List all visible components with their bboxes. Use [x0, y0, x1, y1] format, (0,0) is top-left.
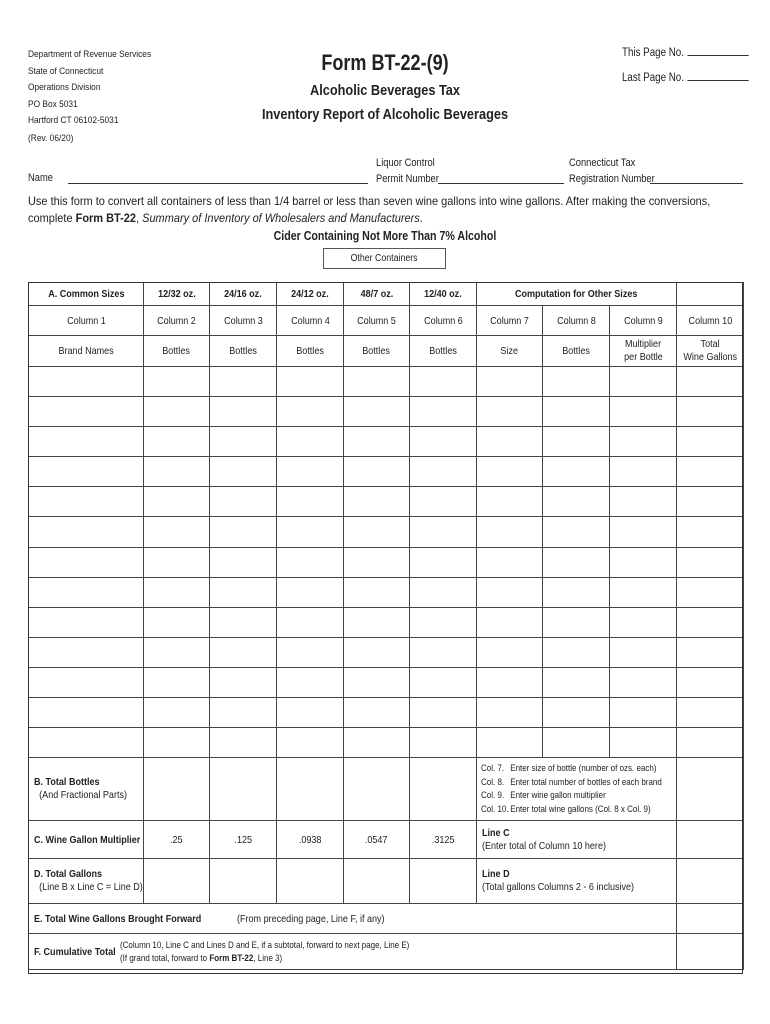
table-row	[29, 397, 744, 427]
entry-cell[interactable]	[410, 607, 477, 637]
column-header: Column 5	[344, 306, 410, 336]
entry-cell[interactable]	[210, 667, 277, 697]
instructions-end: .	[419, 211, 423, 225]
entry-cell[interactable]	[543, 637, 610, 667]
table-row	[29, 457, 744, 487]
size-header: 12/32 oz.	[144, 283, 210, 306]
subheader: Bottles	[277, 336, 344, 367]
entry-cell[interactable]	[677, 487, 744, 517]
line-c-label: Line C (Enter total of Column 10 here)	[477, 821, 677, 859]
entry-cell[interactable]	[277, 397, 344, 427]
entry-cell[interactable]	[144, 367, 210, 397]
permit-number-input[interactable]	[438, 183, 564, 184]
entry-cell[interactable]	[144, 728, 210, 758]
entry-cell[interactable]	[144, 427, 210, 457]
entry-cell[interactable]	[677, 667, 744, 697]
column-header: Column 9	[610, 306, 677, 336]
form-subtitle-2: Inventory Report of Alcoholic Beverages	[261, 106, 509, 123]
entry-cell[interactable]	[210, 698, 277, 728]
entry-cell[interactable]	[210, 367, 277, 397]
entry-cell[interactable]	[144, 607, 210, 637]
entry-cell[interactable]	[144, 547, 210, 577]
entry-cell[interactable]	[277, 547, 344, 577]
column-number-row	[29, 306, 744, 336]
entry-cell[interactable]	[477, 517, 543, 547]
line-f-input[interactable]	[677, 934, 744, 970]
entry-cell[interactable]	[344, 667, 410, 697]
entry-cell[interactable]	[543, 667, 610, 697]
agency-line: State of Connecticut	[28, 65, 104, 77]
total-gallons-cell[interactable]	[144, 859, 210, 904]
entry-cell[interactable]	[344, 577, 410, 607]
entry-cell[interactable]	[277, 427, 344, 457]
entry-cell[interactable]	[410, 427, 477, 457]
line-d-label: Line D (Total gallons Columns 2 - 6 inclusive)	[477, 859, 677, 904]
entry-cell[interactable]	[344, 427, 410, 457]
instructions	[28, 193, 742, 227]
entry-cell[interactable]	[677, 427, 744, 457]
sizes-row	[29, 283, 744, 306]
inventory-table	[28, 282, 744, 970]
cumulative-note-1: (Column 10, Line C and Lines D and E, if a subtotal, forward to next page, Line E)	[120, 940, 410, 951]
entry-cell[interactable]	[410, 637, 477, 667]
registration-number-label: Registration Number	[569, 173, 655, 185]
entry-cell[interactable]	[477, 457, 543, 487]
entry-cell[interactable]	[29, 487, 144, 517]
agency-line: Department of Revenue Services	[28, 49, 152, 60]
total-bottles-cell[interactable]	[144, 758, 210, 821]
entry-cell[interactable]	[344, 397, 410, 427]
table-row	[29, 577, 744, 607]
subheader: Bottles	[210, 336, 277, 367]
multiplier-value: .0547	[344, 821, 410, 859]
entry-cell[interactable]	[477, 367, 543, 397]
entry-cell[interactable]	[277, 637, 344, 667]
column-header: Column 4	[277, 306, 344, 336]
permit-number-label: Permit Number	[376, 173, 439, 185]
entry-cell[interactable]	[29, 427, 144, 457]
table-row	[29, 517, 744, 547]
entry-cell[interactable]	[610, 457, 677, 487]
column-header: Column 3	[210, 306, 277, 336]
entry-cell[interactable]	[410, 728, 477, 758]
cider-heading: Cider Containing Not More Than 7% Alcohol	[273, 229, 497, 243]
form-reference: Form BT-22	[75, 211, 137, 225]
entry-cell[interactable]	[29, 577, 144, 607]
entry-cell[interactable]	[210, 728, 277, 758]
entry-cell[interactable]	[29, 457, 144, 487]
multiplier-value: .125	[210, 821, 277, 859]
name-input[interactable]	[68, 183, 368, 184]
entry-cell[interactable]	[144, 698, 210, 728]
entry-cell[interactable]	[344, 607, 410, 637]
entry-cell[interactable]	[410, 487, 477, 517]
other-containers-label: Other Containers	[350, 253, 419, 264]
entry-cell[interactable]	[543, 547, 610, 577]
agency-line: Hartford CT 06102-5031	[28, 115, 119, 126]
table-row	[29, 367, 744, 397]
total-gallons-row	[29, 859, 744, 904]
entry-cell[interactable]	[477, 397, 543, 427]
entry-cell[interactable]	[344, 487, 410, 517]
column-header: Column 10	[677, 306, 744, 336]
entry-cell[interactable]	[677, 637, 744, 667]
blank-header	[677, 283, 744, 306]
entry-cell[interactable]	[29, 367, 144, 397]
entry-cell[interactable]	[677, 547, 744, 577]
instructions-text: Use this form to convert all containers of less than 1/4 barrel or less than seven wine gallons into wine gallons. After making the conversions, complete	[28, 194, 711, 225]
entry-cell[interactable]	[210, 397, 277, 427]
size-header: 12/40 oz.	[410, 283, 477, 306]
cumulative-total-row	[29, 934, 744, 970]
entry-cell[interactable]	[210, 637, 277, 667]
data-rows	[29, 367, 744, 758]
entry-cell[interactable]	[477, 427, 543, 457]
subheader: Bottles	[410, 336, 477, 367]
entry-cell[interactable]	[29, 667, 144, 697]
multiplier-value: .25	[144, 821, 210, 859]
subheader: Multiplier per Bottle	[610, 336, 677, 367]
entry-cell[interactable]	[610, 397, 677, 427]
last-page-input[interactable]	[687, 80, 748, 81]
brought-forward-label: E. Total Wine Gallons Brought Forward (From preceding page, Line F, if any)	[29, 904, 677, 934]
other-containers-box	[323, 248, 446, 269]
entry-cell[interactable]	[543, 728, 610, 758]
entry-cell[interactable]	[610, 367, 677, 397]
entry-cell[interactable]	[277, 698, 344, 728]
table-row	[29, 427, 744, 457]
entry-cell[interactable]	[477, 728, 543, 758]
this-page-field[interactable]	[622, 47, 749, 59]
agency-address	[28, 47, 151, 130]
entry-cell[interactable]	[543, 397, 610, 427]
entry-cell[interactable]	[29, 698, 144, 728]
entry-cell[interactable]	[277, 728, 344, 758]
subheader: Brand Names	[29, 336, 144, 367]
entry-cell[interactable]	[410, 547, 477, 577]
size-header: 48/7 oz.	[344, 283, 410, 306]
entry-cell[interactable]	[29, 397, 144, 427]
computation-header: Computation for Other Sizes	[477, 283, 677, 306]
entry-cell[interactable]	[144, 577, 210, 607]
brought-forward-row	[29, 904, 744, 934]
entry-cell[interactable]	[477, 547, 543, 577]
column-header: Column 2	[144, 306, 210, 336]
multiplier-value: .0938	[277, 821, 344, 859]
entry-cell[interactable]	[677, 698, 744, 728]
agency-line: Operations Division	[28, 82, 101, 93]
size-header: 24/12 oz.	[277, 283, 344, 306]
entry-cell[interactable]	[29, 637, 144, 667]
liquor-control-label: Liquor Control	[376, 157, 435, 169]
entry-cell[interactable]	[277, 457, 344, 487]
total-bottles-row	[29, 758, 744, 821]
cumulative-total-label: F. Cumulative Total (Column 10, Line C and Lines D and E, if a subtotal, forward to next page, Line E) (If grand total, forward to Form BT-22, Line 3)	[29, 934, 677, 970]
column-header: Column 8	[543, 306, 610, 336]
entry-cell[interactable]	[477, 667, 543, 697]
total-gallons-cell[interactable]	[410, 859, 477, 904]
form-title: Form BT-22-(9)	[321, 50, 449, 75]
last-page-label: Last Page No.	[622, 72, 684, 84]
entry-cell[interactable]	[344, 367, 410, 397]
entry-cell[interactable]	[144, 457, 210, 487]
subheader: Size	[477, 336, 543, 367]
entry-cell[interactable]	[277, 607, 344, 637]
multiplier-value: .3125	[410, 821, 477, 859]
total-bottles-label: B. Total Bottles (And Fractional Parts)	[29, 758, 144, 821]
entry-cell[interactable]	[144, 517, 210, 547]
entry-cell[interactable]	[477, 607, 543, 637]
total-gallons-cell[interactable]	[344, 859, 410, 904]
entry-cell[interactable]	[344, 517, 410, 547]
entry-cell[interactable]	[543, 427, 610, 457]
entry-cell[interactable]	[344, 728, 410, 758]
entry-cell[interactable]	[344, 637, 410, 667]
entry-cell[interactable]	[144, 667, 210, 697]
entry-cell[interactable]	[277, 367, 344, 397]
this-page-input[interactable]	[687, 55, 748, 56]
table-row	[29, 637, 744, 667]
entry-cell[interactable]	[410, 367, 477, 397]
entry-cell[interactable]	[277, 487, 344, 517]
entry-cell[interactable]	[410, 397, 477, 427]
table-row	[29, 487, 744, 517]
section-a-header: A. Common Sizes	[29, 283, 144, 306]
entry-cell[interactable]	[344, 547, 410, 577]
entry-cell[interactable]	[610, 607, 677, 637]
entry-cell[interactable]	[610, 728, 677, 758]
entry-cell[interactable]	[144, 637, 210, 667]
multiplier-row	[29, 821, 744, 859]
entry-cell[interactable]	[543, 517, 610, 547]
entry-cell[interactable]	[677, 457, 744, 487]
multiplier-label: C. Wine Gallon Multiplier	[29, 821, 144, 859]
entry-cell[interactable]	[210, 487, 277, 517]
subheader: Bottles	[144, 336, 210, 367]
subheader: Bottles	[344, 336, 410, 367]
entry-cell[interactable]	[610, 698, 677, 728]
entry-cell[interactable]	[29, 547, 144, 577]
entry-cell[interactable]	[543, 698, 610, 728]
entry-cell[interactable]	[543, 577, 610, 607]
entry-cell[interactable]	[344, 698, 410, 728]
subheader-row	[29, 336, 744, 367]
agency-line: PO Box 5031	[28, 98, 78, 110]
entry-cell[interactable]	[210, 517, 277, 547]
entry-cell[interactable]	[477, 637, 543, 667]
form-subtitle: Alcoholic Beverages Tax	[310, 82, 460, 99]
entry-cell[interactable]	[477, 487, 543, 517]
table-row	[29, 547, 744, 577]
registration-number-input[interactable]	[650, 183, 743, 184]
cumulative-note-2: (If grand total, forward to Form BT-22, Line 3)	[120, 952, 283, 963]
entry-cell[interactable]	[277, 667, 344, 697]
entry-cell[interactable]	[610, 547, 677, 577]
subheader: Bottles	[543, 336, 610, 367]
entry-cell[interactable]	[677, 517, 744, 547]
entry-cell[interactable]	[477, 577, 543, 607]
line-e-input[interactable]	[677, 904, 744, 934]
this-page-label: This Page No.	[622, 47, 684, 59]
revision-date: (Rev. 06/20)	[28, 133, 74, 144]
table-row	[29, 667, 744, 697]
entry-cell[interactable]	[277, 577, 344, 607]
entry-cell[interactable]	[210, 427, 277, 457]
ct-tax-label: Connecticut Tax	[569, 157, 636, 169]
entry-cell[interactable]	[29, 728, 144, 758]
entry-cell[interactable]	[29, 607, 144, 637]
entry-cell[interactable]	[410, 667, 477, 697]
entry-cell[interactable]	[210, 607, 277, 637]
entry-cell[interactable]	[543, 487, 610, 517]
entry-cell[interactable]	[610, 637, 677, 667]
entry-cell[interactable]	[543, 367, 610, 397]
line-c-input[interactable]	[677, 821, 744, 859]
entry-cell[interactable]	[610, 577, 677, 607]
table-row	[29, 607, 744, 637]
entry-cell[interactable]	[410, 698, 477, 728]
entry-cell[interactable]	[210, 457, 277, 487]
entry-cell[interactable]	[277, 517, 344, 547]
entry-cell[interactable]	[144, 487, 210, 517]
entry-cell[interactable]	[344, 457, 410, 487]
instructions-sep: ,	[136, 211, 143, 225]
total-gallons-cell[interactable]	[277, 859, 344, 904]
total-bottles-cell[interactable]	[677, 758, 744, 821]
entry-cell[interactable]	[543, 457, 610, 487]
summary-reference: Summary of Inventory of Wholesalers and Manufacturers	[142, 211, 420, 225]
line-d-input[interactable]	[677, 859, 744, 904]
column-header: Column 6	[410, 306, 477, 336]
last-page-field[interactable]	[622, 72, 749, 84]
name-label: Name	[28, 172, 53, 184]
entry-cell[interactable]	[410, 577, 477, 607]
entry-cell[interactable]	[610, 487, 677, 517]
total-bottles-cell[interactable]	[210, 758, 277, 821]
entry-cell[interactable]	[677, 607, 744, 637]
entry-cell[interactable]	[677, 577, 744, 607]
size-header: 24/16 oz.	[210, 283, 277, 306]
entry-cell[interactable]	[677, 728, 744, 758]
entry-cell[interactable]	[610, 667, 677, 697]
total-bottles-cell[interactable]	[410, 758, 477, 821]
column-header: Column 7	[477, 306, 543, 336]
entry-cell[interactable]	[610, 427, 677, 457]
entry-cell[interactable]	[29, 517, 144, 547]
entry-cell[interactable]	[210, 547, 277, 577]
total-gallons-label: D. Total Gallons (Line B x Line C = Line D)	[29, 859, 144, 904]
entry-cell[interactable]	[210, 577, 277, 607]
total-bottles-cell[interactable]	[277, 758, 344, 821]
entry-cell[interactable]	[477, 698, 543, 728]
entry-cell[interactable]	[410, 457, 477, 487]
entry-cell[interactable]	[677, 367, 744, 397]
total-bottles-cell[interactable]	[344, 758, 410, 821]
entry-cell[interactable]	[543, 607, 610, 637]
table-row	[29, 698, 744, 728]
entry-cell[interactable]	[677, 397, 744, 427]
entry-cell[interactable]	[610, 517, 677, 547]
column-notes: Col. 7. Enter size of bottle (number of ozs. each) Col. 8. Enter total number of bottles of each brand Col. 9. Enter wine gallon multiplier Col. 10. Enter total wine gallons (Col. 8 x Col. 9)	[477, 758, 677, 821]
table-row	[29, 728, 744, 758]
subheader: Total Wine Gallons	[677, 336, 744, 367]
entry-cell[interactable]	[410, 517, 477, 547]
total-gallons-cell[interactable]	[210, 859, 277, 904]
entry-cell[interactable]	[144, 397, 210, 427]
column-header: Column 1	[29, 306, 144, 336]
